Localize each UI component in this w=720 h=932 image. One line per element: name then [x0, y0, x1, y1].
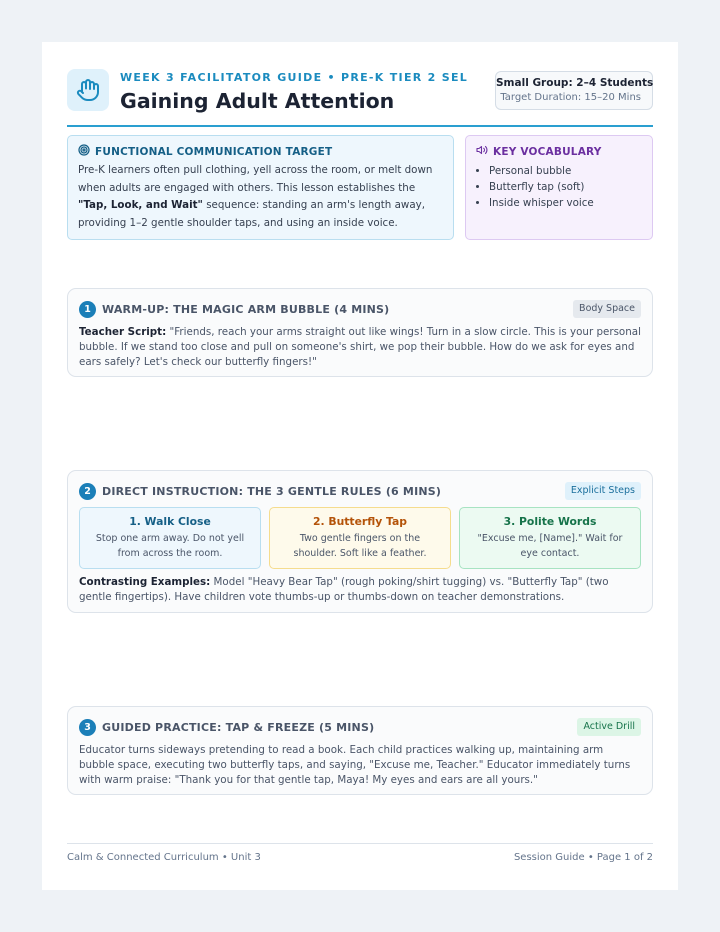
- key-vocabulary-box: [465, 135, 653, 240]
- section-tag: Explicit Steps: [565, 482, 641, 500]
- section-tag: Active Drill: [577, 718, 641, 736]
- rule-title: 3. Polite Words: [503, 515, 597, 528]
- target-heading: FUNCTIONAL COMMUNICATION TARGET: [95, 145, 333, 158]
- speaker-icon: [476, 144, 488, 159]
- group-size: Small Group: 2–4 Students: [496, 77, 654, 89]
- rule-title: 2. Butterfly Tap: [312, 515, 408, 528]
- section-title: GUIDED PRACTICE: TAP & FREEZE (5 MINS): [102, 720, 375, 734]
- section-tag: Body Space: [573, 300, 641, 318]
- rule-title: 1. Walk Close: [129, 515, 211, 528]
- teacher-script: Teacher Script: "Friends, reach your arms straight out like wings! Turn in a slow circle. This is your personal bubble. If we stand too close and pull on someone's shirt, we pop their bubble. How do we ask for eyes and ears safely? Let's check our butterfly fingers!": [79, 326, 641, 368]
- vocab-list: [476, 163, 642, 211]
- target-duration: Target Duration: 15–20 Mins: [500, 92, 641, 103]
- rule-text: Stop one arm away. Do not yell from across the room.: [95, 533, 245, 559]
- footer-page-number: Session Guide • Page 1 of 2: [513, 852, 653, 863]
- rule-text: Two gentle fingers on the shoulder. Soft like a feather.: [293, 533, 427, 559]
- warmup-section: [67, 288, 653, 377]
- session-meta-box: [495, 71, 653, 110]
- guided-practice-section: [67, 706, 653, 795]
- hand-icon: [67, 69, 109, 111]
- rule-text: "Excuse me, [Name]." Wait for eye contact.: [477, 533, 623, 559]
- practice-description: Educator turns sideways pretending to read a book. Each child practices walking up, maintaining arm bubble space, executing two butterfly taps, and saying, "Excuse me, Teacher." Educator immediately turns with warm praise: "Thank you for that gentle tap, Maya! My eyes and ears are all yours.": [79, 744, 631, 786]
- section-number: 2: [79, 483, 96, 500]
- vocab-item: • Butterfly tap (soft): [489, 179, 642, 195]
- rule-card: [79, 507, 261, 569]
- gentle-rules: [79, 507, 641, 569]
- communication-target-box: [67, 135, 454, 240]
- target-icon: [78, 144, 90, 159]
- vocab-item: • Inside whisper voice: [489, 195, 642, 211]
- page-header: [67, 69, 653, 127]
- page-footer: [67, 843, 653, 863]
- contrasting-examples: Contrasting Examples: Model "Heavy Bear Tap" (rough poking/shirt tugging) vs. "Butterfly Tap" (two gentle fingertips). Have children vote thumbs-up or thumbs-down on teacher demonstrations.: [79, 576, 609, 603]
- target-description: Pre-K learners often pull clothing, yell across the room, or melt down when adults are engaged with others. This lesson establishes the "Tap, Look, and Wait" sequence: standing an arm's length away, providing 1–2 gentle shoulder taps, and using an inside voice.: [78, 164, 433, 229]
- section-title: DIRECT INSTRUCTION: THE 3 GENTLE RULES (6 MINS): [102, 484, 442, 498]
- vocab-heading: KEY VOCABULARY: [493, 145, 602, 158]
- rule-card: [459, 507, 641, 569]
- rule-card: [269, 507, 451, 569]
- section-number: 1: [79, 301, 96, 318]
- lesson-page: [42, 42, 678, 890]
- section-number: 3: [79, 719, 96, 736]
- direct-instruction-section: [67, 470, 653, 613]
- page-title: Gaining Adult Attention: [120, 89, 395, 113]
- guide-eyebrow: WEEK 3 FACILITATOR GUIDE • PRE-K TIER 2 SEL: [120, 71, 469, 84]
- vocab-item: • Personal bubble: [489, 163, 642, 179]
- footer-curriculum: Calm & Connected Curriculum • Unit 3: [67, 852, 261, 863]
- section-title: WARM-UP: THE MAGIC ARM BUBBLE (4 MINS): [102, 302, 390, 316]
